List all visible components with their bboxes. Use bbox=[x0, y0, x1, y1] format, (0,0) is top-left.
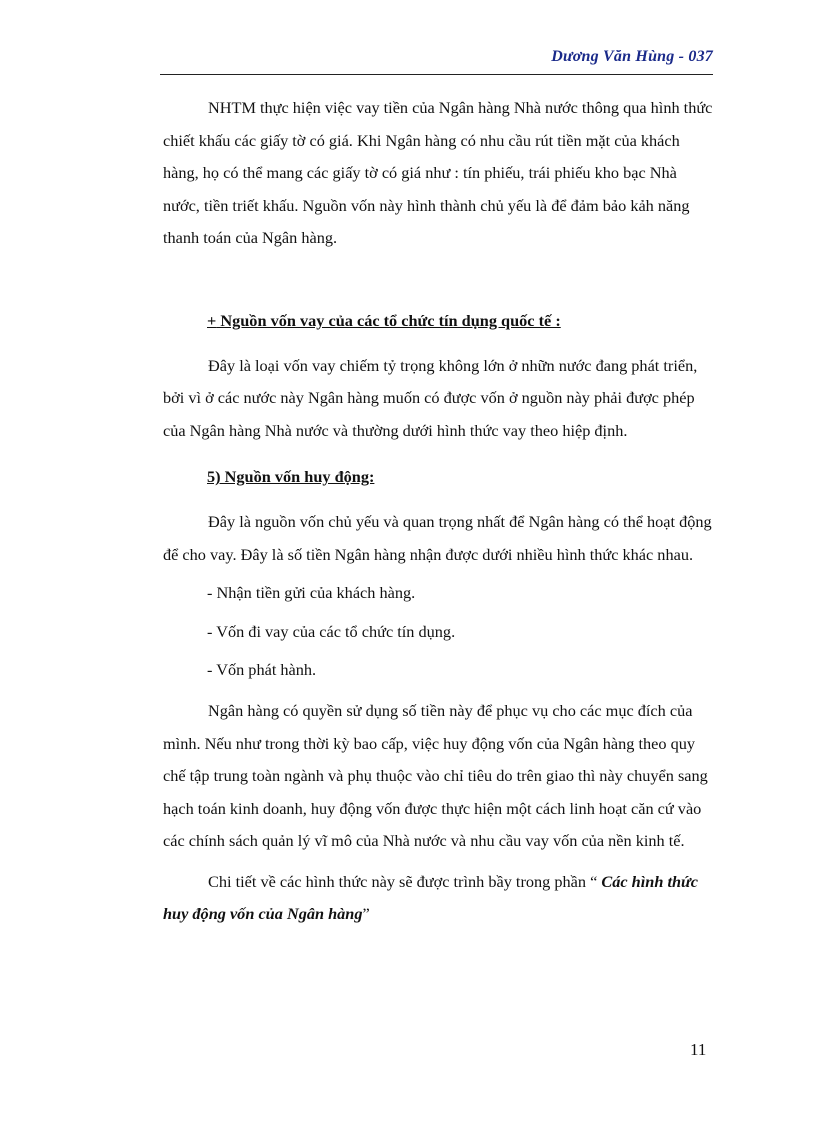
paragraph-details-reference bbox=[163, 866, 715, 931]
heading-bullet: + bbox=[207, 310, 217, 330]
list-item: - Vốn phát hành. bbox=[207, 660, 317, 680]
heading-mobilized-capital: 5) Nguồn vốn huy động: bbox=[207, 467, 375, 487]
list-item: - Nhận tiền gửi của khách hàng. bbox=[207, 583, 416, 603]
details-suffix: ” bbox=[362, 904, 370, 924]
paragraph-mobilized-capital: Đây là nguồn vốn chủ yếu và quan trọng nhất để Ngân hàng có thể hoạt động để cho vay. Đây là số tiền Ngân hàng nhận được dưới nhiều hình thức khác nhau. bbox=[163, 511, 712, 564]
paragraph-bank-usage: Ngân hàng có quyền sử dụng số tiền này để phục vụ cho các mục đích của mình. Nếu như trong thời kỳ bao cấp, việc huy động vốn của Ngân hàng theo quy chế tập trung toàn ngành và phụ thuộc vào chỉ tiêu do trên giao thì này chuyển sang hạch toán kinh doanh, huy động vốn được thực hiện một cách linh hoạt căn cứ vào các chính sách quản lý vĩ mô của Nhà nước và nhu cầu vay vốn của nền kinh tế. bbox=[163, 700, 708, 851]
heading-international-credit-loans bbox=[207, 305, 715, 338]
document-body bbox=[163, 92, 715, 931]
heading-text: Nguồn vốn vay của các tổ chức tín dụng quốc tế : bbox=[216, 310, 561, 330]
details-emphasis: Các hình thức huy động vốn của Ngân hàng bbox=[163, 871, 699, 924]
page-header bbox=[160, 46, 713, 75]
page-number: 11 bbox=[690, 1040, 707, 1059]
paragraph-central-bank-loans: NHTM thực hiện việc vay tiền của Ngân hàng Nhà nước thông qua hình thức chiết khấu các giấy tờ có giá. Khi Ngân hàng có nhu cầu rút tiền mặt của khách hàng, họ có thể mang các giấy tờ có giá như : tín phiếu, trái phiếu kho bạc Nhà nước, tiền triết khấu. Nguồn vốn này hình thành chủ yếu là để đảm bảo kảh năng thanh toán của Ngân hàng. bbox=[163, 98, 713, 248]
list-item: - Vốn đi vay của các tổ chức tín dụng. bbox=[207, 621, 456, 641]
paragraph-international-loans: Đây là loại vốn vay chiếm tỷ trọng không lớn ở nhữn nước đang phát triển, bởi vì ở các nước này Ngân hàng muốn có được vốn ở nguồn này phải được phép của Ngân hàng Nhà nước và thường dưới hình thức vay theo hiệp định. bbox=[163, 355, 698, 440]
details-prefix: Chi tiết về các hình thức này sẽ được trình bầy trong phần “ bbox=[208, 871, 602, 891]
header-author-label: Dương Văn Hùng - 037 bbox=[551, 48, 713, 65]
